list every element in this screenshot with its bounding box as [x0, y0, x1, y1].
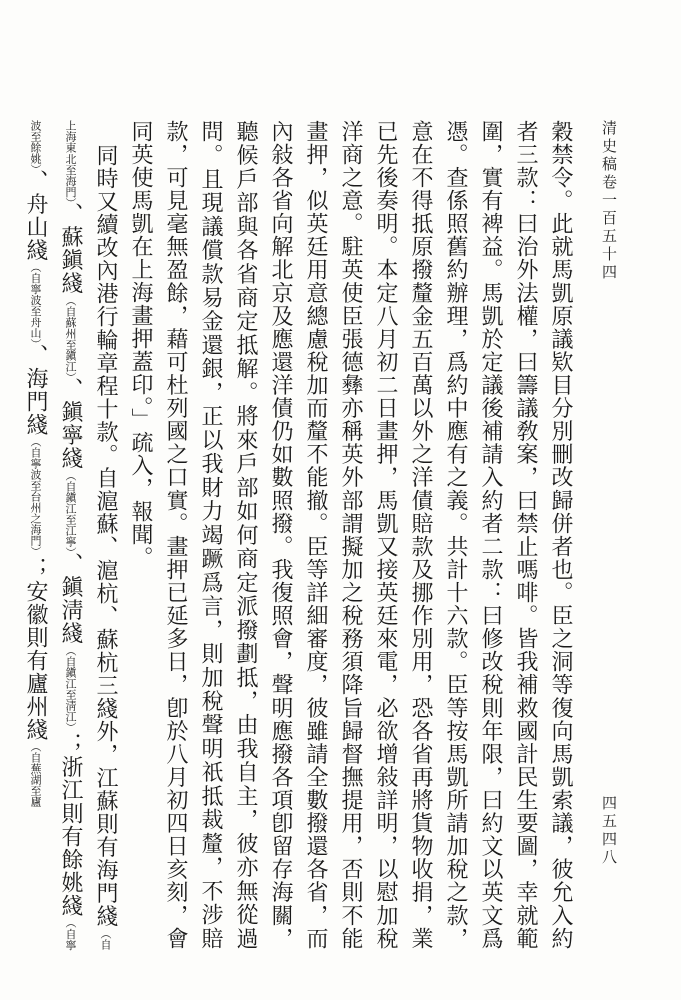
line-luzhou: ；安徽則有廬州綫 [23, 557, 48, 741]
line-suzhen: 、蘇鎭綫 [58, 202, 83, 295]
main-text [23, 120, 578, 951]
note-taizhou: （自寧波至台州之海門） [29, 436, 42, 557]
note-zhoushan: （自寧波至舟山） [29, 261, 42, 344]
page-number: 四五四八 [600, 795, 618, 867]
line-zhenning: 、鎭寧綫 [58, 377, 83, 470]
note-zhenjiang: （自蘇州至鎭江） [64, 294, 77, 378]
inland-rules-intro: 同時又續改內港行輪章程十款。自滬蘇、滬杭、蘇杭三綫外，江蘇則有海門綫 [93, 144, 118, 928]
note-yuyao: （自寧波至餘姚） [29, 120, 77, 951]
paragraph-inland-steam-rules [18, 120, 123, 950]
line-yuyao: ；浙江則有餘姚綫 [58, 732, 83, 918]
paragraph-memorial-continuation: 穀禁令。此就馬凱原議欵目分別刪改歸併者也。臣之洞等復向馬凱索議，彼允入約者三款：曰治外法權，曰籌議敎案，曰禁止嗎啡。皆我補救國計民生要圖，幸就範圍，實有裨益。馬凱於定議後補請入約者二款：曰修改稅則年限，曰約文以英文爲憑。查係照舊約辦理，爲約中應有之義。共計十六款。臣等按馬凱所請加稅之款，意在不得抵原撥釐金五百萬以外之洋債賠款及挪作別用，恐各省再將貨物收捐，業已先後奏明。本定八月初二日畫押，馬凱又接英廷來電，必欲增敍詳明，以慰加稅洋商之意。駐英使臣張德彝亦稱英外部謂擬加之稅務須降旨歸督撫提用，否則不能畫押，似英廷用意總慮稅加而釐不能撤。臣等詳細審度，彼雖請全數撥還各省，而內敍各省向解北京及應還洋債仍如數照撥。我復照會，聲明應撥各項卽留存海關，聽候戶部與各省商定抵解。將來戶部如何商定派撥劃抵，由我自主，彼亦無從過問。且現議償款易金還銀，正以我財力竭蹶爲言，則加稅聲明祇抵裁釐，不涉賠款，可見毫無盈餘，藉可杜列國之口實。畫押已延多日，卽於八月初四日亥刻，會同英使馬凱在上海畫押蓋印。」疏入，報聞。 [128, 120, 573, 950]
line-zhenqing: 、鎭淸綫 [58, 552, 83, 645]
note-qingjiang: （自鎭江至淸江） [64, 644, 77, 733]
line-zhoushan: 、舟山綫 [23, 169, 48, 262]
note-luzhou: （自蕪湖至廬 [29, 741, 42, 807]
note-haimen: （自上海東北至海門） [64, 120, 112, 951]
note-jiangning: （自鎭江至江寧） [64, 469, 77, 553]
line-haimen-zhejiang: 、海門綫 [23, 344, 48, 436]
running-title: 清史稿卷一百五十四 [600, 120, 618, 282]
